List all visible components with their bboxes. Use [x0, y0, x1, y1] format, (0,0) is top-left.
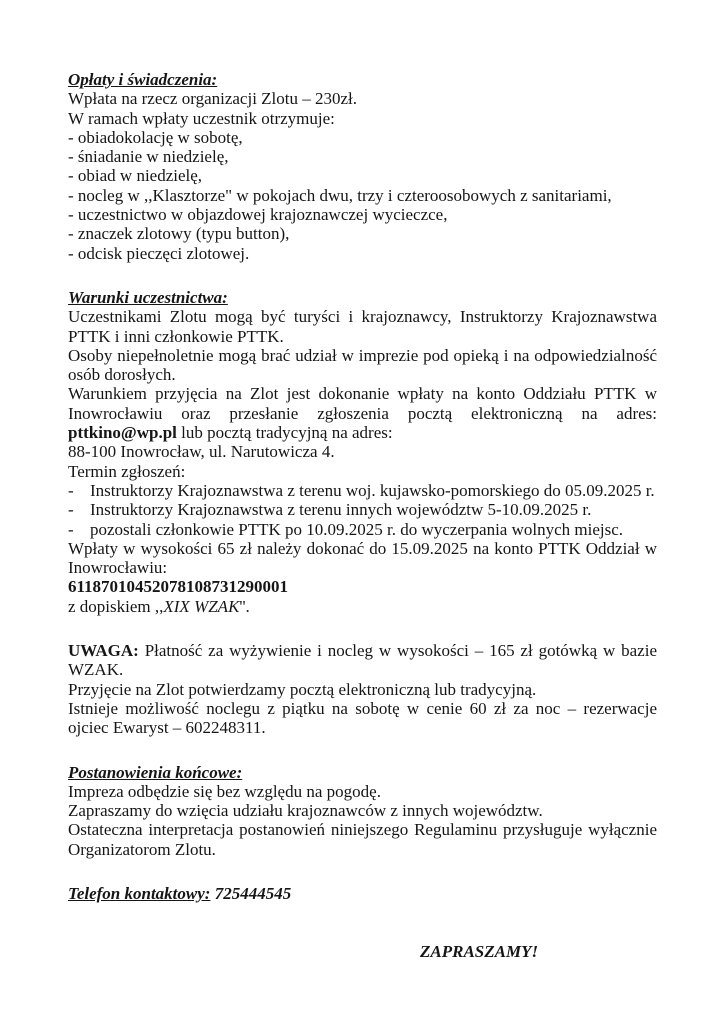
note-text: z dopiskiem ,, — [68, 596, 164, 616]
payment-note — [68, 597, 657, 616]
section-fees — [68, 70, 657, 263]
attention-paragraph-3: Istnieje możliwość noclegu z piątku na sobotę w cenie 60 zł za noc – rezerwacje ojciec Ewaryst – 602248311. — [68, 698, 657, 738]
deadline-item — [68, 500, 657, 519]
participation-paragraph-1: Uczestnikami Zlotu mogą być turyści i krajoznawcy, Instruktorzy Krajoznawstwa PTTK i inni członkowie PTTK. — [68, 307, 657, 346]
note-text: ''. — [239, 596, 250, 616]
final-paragraph-1: Impreza odbędzie się bez względu na pogodę. — [68, 781, 381, 801]
attention-label: UWAGA: — [68, 641, 139, 661]
fees-list-item: - obiadokolację w sobotę, — [68, 127, 243, 147]
bullet-dash: - — [68, 500, 74, 520]
account-number: 61187010452078108731290001 — [68, 577, 289, 597]
deadline-text: Instruktorzy Krajoznawstwa z terenu innych województw 5-10.09.2025 r. — [90, 500, 592, 520]
final-paragraph-3: Ostateczna interpretacja postanowień niniejszego Regulaminu przysługuje wyłącznie Organizatorom Zlotu. — [68, 820, 657, 859]
bullet-dash: - — [68, 480, 74, 500]
fees-intro-line-1: Wpłata na rzecz organizacji Zlotu – 230zł. — [68, 89, 358, 109]
payment-paragraph: Wpłaty w wysokości 65 zł należy dokonać do 15.09.2025 na konto PTTK Oddział w Inowrocławiu: — [68, 538, 657, 578]
final-paragraph-2: Zapraszamy do wzięcia udziału krajoznawców z innych województw. — [68, 801, 543, 821]
deadlines-label: Termin zgłoszeń: — [68, 461, 186, 481]
deadline-text: Instruktorzy Krajoznawstwa z terenu woj. kujawsko-pomorskiego do 05.09.2025 r. — [90, 480, 655, 500]
deadline-item — [68, 481, 657, 500]
fees-list-item: - nocleg w ,,Klasztorze" w pokojach dwu, trzy i czteroosobowych z sanitariami, — [68, 185, 612, 205]
paragraph-text: lub pocztą tradycyjną na adres: — [176, 423, 393, 443]
contact-phone-number: 725444545 — [210, 883, 292, 903]
participation-heading: Warunki uczestnictwa: — [68, 287, 228, 307]
attention-paragraph-2: Przyjęcie na Zlot potwierdzamy pocztą elektroniczną lub tradycyjną. — [68, 679, 537, 699]
contact-label: Telefon kontaktowy: — [68, 883, 211, 903]
section-participation — [68, 288, 657, 616]
fees-list-item: - obiad w niedzielę, — [68, 166, 203, 186]
deadline-text: pozostali członkowie PTTK po 10.09.2025 r. do wyczerpania wolnych miejsc. — [90, 519, 624, 539]
closing-line: ZAPRASZAMY! — [420, 942, 539, 962]
email-address: pttkino@wp.pl — [68, 423, 177, 443]
attention-text: Płatność za wyżywienie i nocleg w wysokości – 165 zł gotówką w bazie WZAK. — [68, 641, 657, 680]
fees-list-item: - śniadanie w niedzielę, — [68, 147, 229, 167]
fees-intro-line-2: W ramach wpłaty uczestnik otrzymuje: — [68, 108, 335, 128]
participation-paragraph-3 — [68, 384, 657, 442]
fees-list-item: - odcisk pieczęci zlotowej. — [68, 243, 250, 263]
deadline-item — [68, 520, 657, 539]
paragraph-text: Warunkiem przyjęcia na Zlot jest dokonanie wpłaty na konto Oddziału PTTK w Inowrocławiu oraz przesłanie zgłoszenia pocztą elektroniczną na adres: — [68, 384, 657, 423]
contact-line — [68, 884, 657, 903]
address-line: 88-100 Inowrocław, ul. Narutowicza 4. — [68, 442, 335, 462]
section-attention — [68, 641, 657, 737]
fees-list-item: - znaczek zlotowy (typu button), — [68, 224, 290, 244]
fees-list-item: - uczestnictwo w objazdowej krajoznawczej wycieczce, — [68, 205, 448, 225]
fees-heading: Opłaty i świadczenia: — [68, 70, 218, 89]
section-final — [68, 763, 657, 859]
attention-paragraph — [68, 641, 657, 680]
participation-paragraph-2: Osoby niepełnoletnie mogą brać udział w imprezie pod opieką i na odpowiedzialność osób dorosłych. — [68, 345, 657, 385]
bullet-dash: - — [68, 519, 74, 539]
final-heading: Postanowienia końcowe: — [68, 762, 243, 782]
event-name: XIX WZAK — [163, 596, 240, 616]
